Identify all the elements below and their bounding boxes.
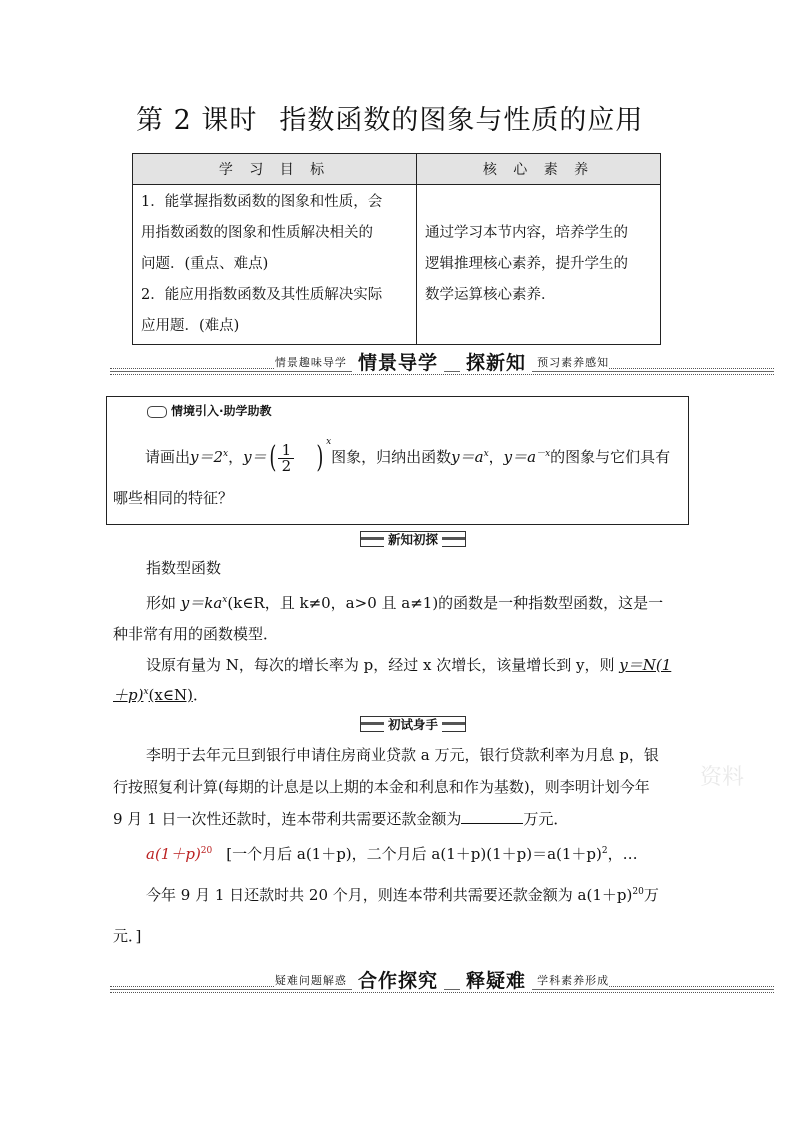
exponent: 20 xyxy=(632,887,644,897)
watermark: 资料 xyxy=(700,765,745,790)
solution-text: ，… xyxy=(607,845,638,863)
page-title xyxy=(136,98,643,137)
scenario-intro-box xyxy=(106,396,689,525)
goal-line: 1．能掌握指数函数的图象和性质，会 xyxy=(141,194,383,210)
literacy-line: 通过学习本节内容，培养学生的 xyxy=(425,225,628,241)
goals-table xyxy=(132,153,661,345)
solution-text: 万 xyxy=(643,886,659,904)
math-expr: y＝N(1 xyxy=(619,656,672,674)
intro-text: ， xyxy=(228,448,244,466)
concept-text: 形如 xyxy=(146,594,181,612)
scenario-icon xyxy=(147,406,167,418)
lesson-number: 第 2 课时 xyxy=(136,105,258,136)
exercise-text: 9 月 1 日一次性还款时，连本带利共需要还款金额为 xyxy=(113,810,462,828)
math-expr: y＝a xyxy=(503,448,537,466)
solution-line-2 xyxy=(146,884,659,905)
exponent: －x xyxy=(536,449,551,459)
solution-line-1 xyxy=(146,843,638,864)
banner-right-text: 学科素养形成 xyxy=(537,973,610,987)
concept-p1-line2: 种非常有用的函数模型． xyxy=(113,625,279,643)
banner-main-a: 情景导学 xyxy=(352,352,444,374)
goal-line: 2．能应用指数函数及其性质解决实际 xyxy=(141,287,383,303)
lesson-topic: 指数函数的图象与性质的应用 xyxy=(279,105,644,136)
concept-text: (k∈R，且 k≠0，a>0 且 a≠1)的函数是一种指数型函数，这是一 xyxy=(227,594,664,612)
intro-text: 的图象与它们具有 xyxy=(550,448,671,466)
concept-heading: 指数型函数 xyxy=(146,559,222,577)
math-expr: ＋p) xyxy=(113,686,144,704)
exponent: x xyxy=(143,687,149,697)
answer-exponent: 20 xyxy=(200,846,213,856)
exercise-line-1: 李明于去年元旦到银行申请住房商业贷款 a 万元，银行贷款利率为月息 p，银 xyxy=(146,746,659,764)
paren-close: ) xyxy=(316,440,324,475)
goals-header-left: 学 习 目 标 xyxy=(133,154,417,185)
intro-heading xyxy=(147,402,272,419)
answer-blank xyxy=(461,811,523,824)
intro-line-1 xyxy=(145,437,670,474)
banner-left-text: 疑难问题解惑 xyxy=(274,973,347,987)
exercise-line-2: 行按照复利计算(每期的计息是以上期的本金和利息和作为基数)，则李明计划今年 xyxy=(113,778,650,796)
tag-try-it xyxy=(360,716,466,732)
intro-text: ， xyxy=(488,448,504,466)
math-expr: y＝ka xyxy=(180,594,223,612)
concept-p1-line1 xyxy=(146,592,663,613)
intro-line-2: 哪些相同的特征？ xyxy=(113,489,234,507)
solution-text: 今年 9 月 1 日还款时共 20 个月，则连本带利共需要还款金额为 a(1＋p) xyxy=(146,886,633,904)
banner-main-a: 合作探究 xyxy=(352,970,444,992)
banner-main-b: 释疑难 xyxy=(460,970,532,992)
banner-right-text: 预习素养感知 xyxy=(537,355,610,369)
exercise-text: 万元． xyxy=(523,810,569,828)
answer-text: a(1＋p) xyxy=(146,845,201,863)
exercise-line-3 xyxy=(113,808,568,829)
solution-text: [一个月后 a(1＋p)，二个月后 a(1＋p)(1＋p)＝a(1＋p) xyxy=(226,845,602,863)
goal-line: 问题．(重点、难点) xyxy=(141,256,269,272)
banner-left-text: 情景趣味导学 xyxy=(274,355,347,369)
exponent: 2 xyxy=(601,846,608,856)
fraction-denominator: 2 xyxy=(278,458,294,474)
fraction-numerator: 1 xyxy=(281,440,292,459)
math-expr: y＝a xyxy=(451,448,484,466)
math-expr: y＝ xyxy=(243,448,267,466)
goals-header-right: 核 心 素 养 xyxy=(417,154,661,185)
intro-heading-text: 情境引入·助学助教 xyxy=(171,404,272,418)
goal-line: 用指数函数的图象和性质解决相关的 xyxy=(141,225,373,241)
literacy-line: 数学运算核心素养． xyxy=(425,287,556,303)
paren-open: ( xyxy=(268,440,276,475)
concept-p2-line2 xyxy=(113,684,208,705)
banner-bullet-icon xyxy=(447,357,457,367)
section-banner-explore xyxy=(110,966,774,996)
tag-new-knowledge-label: 新知初探 xyxy=(384,532,442,547)
intro-text: 图象，归纳出函数 xyxy=(331,448,452,466)
banner-bullet-icon xyxy=(447,975,457,985)
tag-new-knowledge xyxy=(360,531,466,547)
solution-line-3: 元．] xyxy=(113,927,142,945)
concept-text: 设原有量为 N，每次的增长率为 p，经过 x 次增长，该量增长到 y，则 xyxy=(146,656,620,674)
exponent: x xyxy=(222,595,228,605)
math-expr: y＝2 xyxy=(190,448,224,466)
concept-p2-line1 xyxy=(146,654,671,675)
goal-line: 应用题．(难点) xyxy=(141,318,240,334)
banner-main-b: 探新知 xyxy=(460,352,532,374)
core-literacy-cell xyxy=(417,185,661,345)
section-banner-preview xyxy=(110,348,774,378)
exponent: x xyxy=(223,449,229,459)
learning-goals-cell xyxy=(133,185,417,345)
intro-text: 请画出 xyxy=(145,448,191,466)
exponent: x xyxy=(326,437,332,447)
concept-text: ． xyxy=(192,686,208,704)
exponent: x xyxy=(483,449,489,459)
math-expr: (x∈N) xyxy=(148,686,193,704)
tag-try-it-label: 初试身手 xyxy=(384,717,442,732)
fraction xyxy=(278,440,294,475)
literacy-line: 逻辑推理核心素养，提升学生的 xyxy=(425,256,628,272)
